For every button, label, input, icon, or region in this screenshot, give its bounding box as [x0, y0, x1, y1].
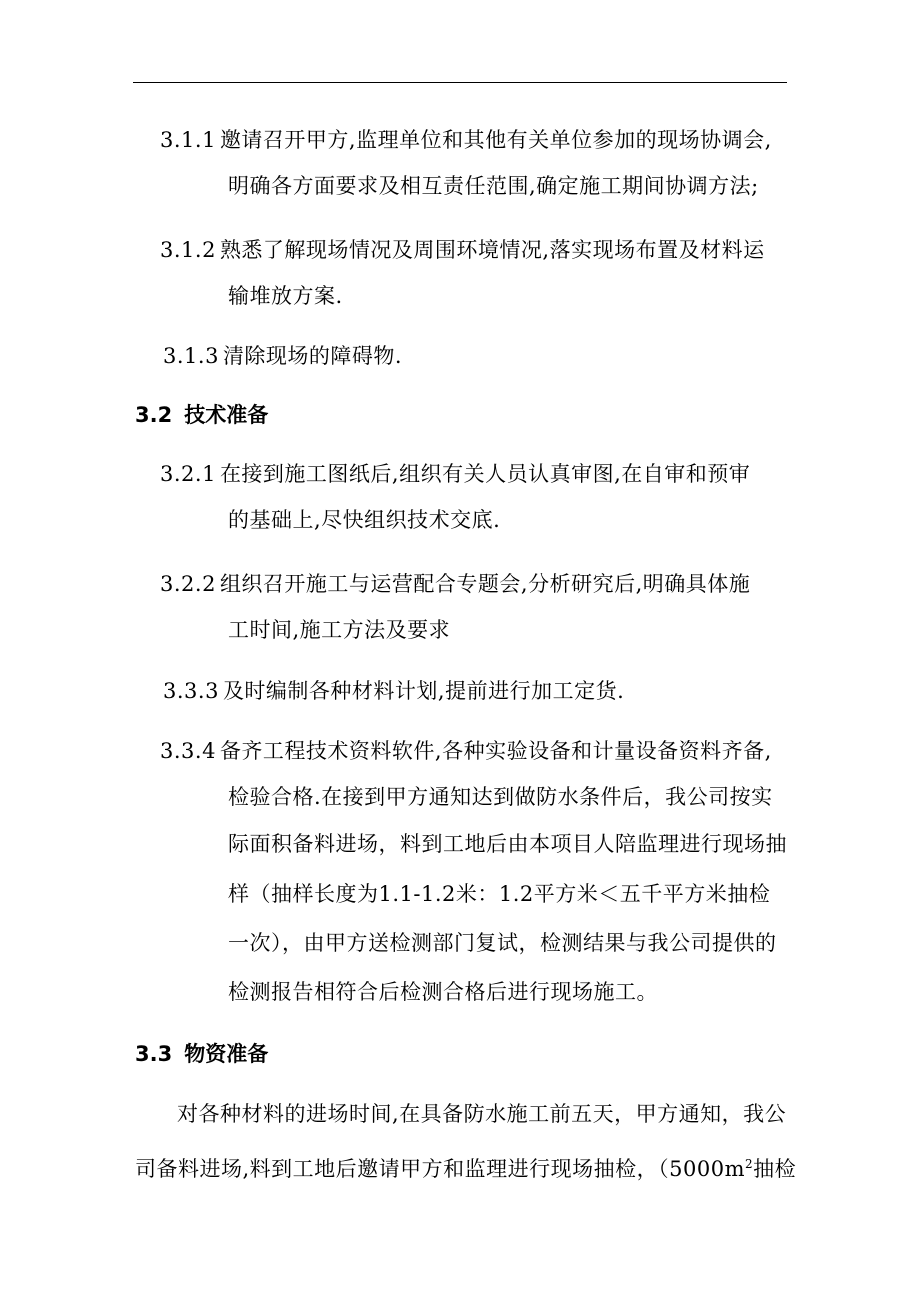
paragraph-3-3-line-1: 对各种材料的进场时间,在具备防水施工前五天，甲方通知，我公 [177, 1102, 787, 1126]
item-text: 备齐工程技术资料软件,各种实验设备和计量设备资料齐备, [219, 739, 772, 763]
item-text: 邀请召开甲方,监理单位和其他有关单位参加的现场协调会, [219, 128, 772, 152]
header-rule [133, 82, 787, 83]
item-3-3-4-line-3: 际面积备料进场，料到工地后由本项目人陪监理进行现场抽 [228, 832, 787, 856]
paragraph-text: 司备料进场,料到工地后邀请甲方和监理进行现场抽检，（5000m [135, 1157, 746, 1181]
item-3-1-2-line-1 [160, 236, 765, 264]
section-number: 3.3 [135, 1042, 173, 1066]
section-heading-3-2 [135, 401, 268, 429]
item-3-3-4-line-6: 检测报告相符合后检测合格后进行现场施工。 [228, 980, 658, 1004]
item-3-3-4-line-1 [160, 737, 772, 765]
item-3-2-2-line-1 [160, 570, 750, 598]
item-3-2-1-line-2: 的基础上,尽快组织技术交底. [228, 508, 501, 532]
item-number: 3.2.2 [160, 572, 216, 596]
item-3-2-2-line-2: 工时间,施工方法及要求 [228, 618, 451, 642]
item-3-3-4-line-4: 样（抽样长度为1.1-1.2米：1.2平方米＜五千平方米抽检 [228, 882, 771, 906]
item-3-3-4-line-5: 一次），由甲方送检测部门复试，检测结果与我公司提供的 [228, 931, 777, 955]
item-number: 3.1.1 [160, 128, 216, 152]
item-3-3-4-line-2: 检验合格.在接到甲方通知达到做防水条件后，我公司按实 [228, 785, 773, 809]
item-3-1-1-line-2: 明确各方面要求及相互责任范围,确定施工期间协调方法; [228, 174, 759, 198]
paragraph-3-3-line-2 [135, 1150, 796, 1183]
item-text: 清除现场的障碍物. [222, 344, 403, 368]
item-text: 及时编制各种材料计划,提前进行加工定货. [222, 679, 625, 703]
section-title: 物资准备 [184, 1042, 269, 1066]
item-text: 熟悉了解现场情况及周围环境情况,落实现场布置及材料运 [219, 238, 765, 262]
paragraph-text: 抽检 [753, 1157, 797, 1181]
item-number: 3.1.2 [160, 238, 216, 262]
section-number: 3.2 [135, 403, 173, 427]
item-3-1-3-line-1 [163, 342, 402, 370]
item-3-1-1-line-1 [160, 126, 772, 154]
item-text: 组织召开施工与运营配合专题会,分析研究后,明确具体施 [219, 572, 751, 596]
item-3-3-3-line-1 [163, 677, 624, 705]
item-number: 3.2.1 [160, 462, 216, 486]
section-heading-3-3 [135, 1040, 268, 1068]
item-3-1-2-line-2: 输堆放方案. [228, 284, 343, 308]
item-3-2-1-line-1 [160, 460, 750, 488]
item-number: 3.3.3 [163, 679, 219, 703]
section-title: 技术准备 [184, 403, 269, 427]
item-number: 3.3.4 [160, 739, 216, 763]
item-text: 在接到施工图纸后,组织有关人员认真审图,在自审和预审 [219, 462, 751, 486]
item-number: 3.1.3 [163, 344, 219, 368]
superscript: 2 [745, 1157, 754, 1171]
